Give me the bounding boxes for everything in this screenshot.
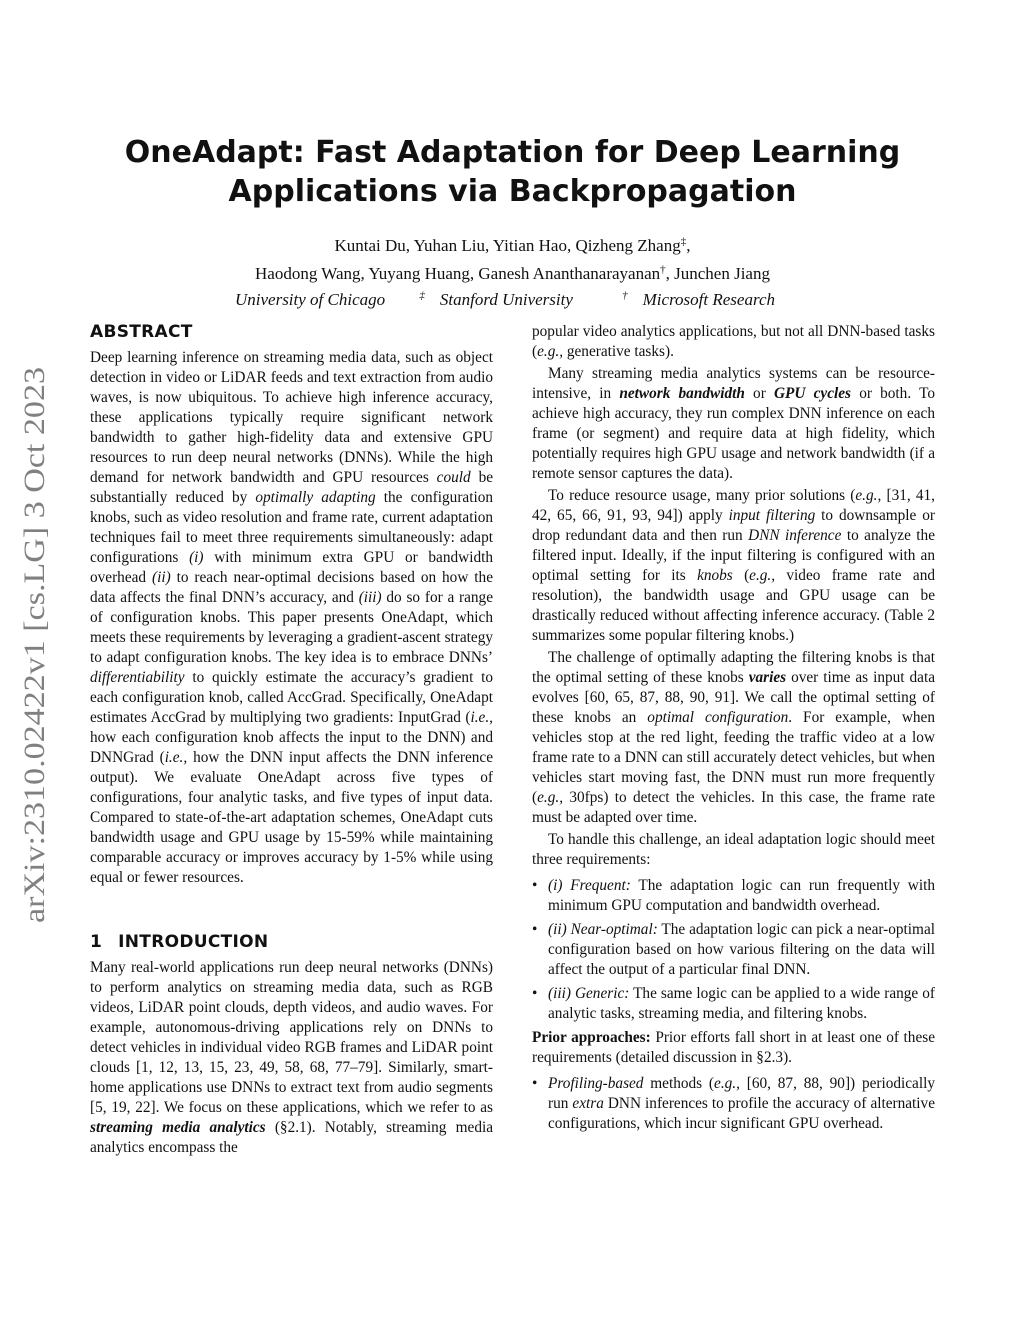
bullet-icon: •: [532, 1075, 538, 1092]
abstract-italic: could: [436, 469, 471, 486]
requirement-generic: [532, 984, 935, 1024]
intro-paragraph-3: [532, 486, 935, 646]
abstract-italic: optimally adapting: [255, 489, 376, 506]
intro-emphasis: streaming media analytics: [90, 1119, 266, 1136]
abstract-italic: (i): [189, 549, 204, 566]
abstract-part: how the DNN input affects the DNN inference output). We evaluate OneAdapt across five types of configurations, four analytic tasks, and five types of input data. Compared to state-of-the-art adaptation schemes, OneAdapt cuts bandwidth usage and GPU usage by 15-59% while maintaining comparable accuracy or improves accuracy by 1-5% while using equal or fewer resources.: [90, 749, 493, 886]
profiling-based-item: [532, 1074, 935, 1134]
requirement-label: (ii) Near-optimal:: [548, 921, 658, 938]
method-italic: extra: [572, 1095, 604, 1112]
right-column: [532, 322, 935, 1138]
arxiv-stamp: [4, 365, 64, 925]
abstract-part: how each configuration knob affects the input to the DNN) and DNNGrad (: [90, 729, 493, 766]
author-mark-stanford: ‡: [680, 235, 687, 248]
abstract-text: [90, 348, 493, 888]
intro-text: Many real-world applications run deep neural networks (DNNs) to perform analytics on streaming media data, such as RGB videos, LiDAR point clouds, depth videos, and audio waves. For example, autonomous-driving applications rely on DNNs to detect vehicles in individual video RGB frames and LiDAR point clouds [1, 12, 13, 15, 23, 49, 58, 68, 77–79]. Similarly, smart-home applications use DNNs to extract text from audio segments [5, 19, 22]. We focus on these applications, which we refer to as: [90, 959, 493, 1116]
intro-paragraph-5: To handle this challenge, an ideal adaptation logic should meet three requirements:: [532, 831, 935, 868]
bullet-icon: •: [532, 985, 538, 1002]
requirement-label: (i) Frequent:: [548, 877, 631, 894]
intro-text: generative tasks).: [563, 343, 674, 360]
intro-emphasis: varies: [748, 669, 787, 686]
intro-text: 30fps) to detect the vehicles. In this case, the frame rate must be adapted over time.: [532, 789, 935, 826]
intro-italic: knobs: [697, 567, 733, 584]
method-italic: e.g.,: [714, 1075, 740, 1092]
intro-text: (§2.1). Notably, streaming media analytics encompass the: [90, 1119, 494, 1156]
affiliation-mark-stanford: ‡: [419, 289, 425, 302]
author-list: [90, 232, 935, 288]
intro-italic: e.g.,: [749, 567, 776, 584]
intro-text: popular video analytics applications, but not all DNN-based tasks (: [532, 323, 935, 360]
intro-paragraph-1: [90, 958, 493, 1158]
intro-text: (: [732, 567, 750, 584]
author-line-2-end: , Junchen Jiang: [665, 264, 770, 283]
method-text: [60, 87, 88, 90]) periodically run: [548, 1075, 935, 1112]
method-text: methods (: [643, 1075, 715, 1092]
author-line-1: [90, 232, 935, 260]
affiliation-mark-microsoft: †: [622, 289, 628, 302]
affiliation-chicago: University of Chicago: [234, 290, 386, 309]
intro-text: over time as input data evolves [60, 65, 87, 88, 90, 91]. We call the optimal setting of these knobs an: [532, 669, 935, 726]
arxiv-stamp-svg: [4, 365, 64, 925]
intro-italic: e.g.,: [537, 789, 564, 806]
author-line-2: [90, 260, 935, 288]
affiliations: [90, 290, 935, 310]
intro-text: . For example, when vehicles stop at the red light, feeding the traffic video at a low frame rate to a DNN can still accurately detect vehicles, but when vehicles start moving fast, the DNN must run more frequently (: [532, 709, 935, 806]
abstract-italic: differentiability: [90, 669, 185, 686]
paper-title: [90, 133, 935, 211]
affiliation-microsoft: [622, 290, 790, 309]
abstract-part: Deep learning inference on streaming media data, such as object detection in video or LiDAR feeds and text extraction from audio waves, is now ubiquitous. To achieve high inference accuracy, these applications typically require significant network bandwidth to gather high-fidelity data and extensive GPU resources to run deep neural networks (DNNs). While the high demand for network bandwidth and GPU resources: [90, 349, 493, 486]
method-text: DNN inferences to profile the accuracy of alternative configurations, which incur significant GPU overhead.: [548, 1095, 935, 1132]
intro-text: to analyze the filtered input. Ideally, if the input filtering is configured with an optimal setting for its: [532, 527, 935, 584]
intro-text: [31, 41, 42, 65, 66, 91, 93, 94]) apply: [532, 487, 935, 524]
arxiv-stamp-text: arXiv:2310.02422v1 [cs.LG] 3 Oct 2023: [18, 433, 51, 923]
intro-section-title: INTRODUCTION: [118, 932, 269, 952]
abstract-part: do so for a range of configuration knobs. This paper presents OneAdapt, which meets these requirements by leveraging a gradient-ascent strategy to adapt configuration knobs. The key idea is to embrace DNNs’: [90, 589, 493, 666]
intro-emphasis: GPU cycles: [774, 385, 851, 402]
method-label: Profiling-based: [548, 1075, 644, 1092]
intro-text: video frame rate and resolution), the bandwidth usage and GPU usage can be drastically reduced without affecting inference accuracy. (Table 2 summarizes some popular filtering knobs.): [532, 567, 935, 644]
abstract-italic: i.e.,: [164, 749, 188, 766]
abstract-part: to quickly estimate the accuracy’s gradient to each configuration knob, called AccGrad. Specifically, OneAdapt estimates AccGrad by multiplying two gradients: InputGrad (: [90, 669, 493, 726]
requirement-text: The adaptation logic can pick a near-optimal configuration based on how various filtering on the data will affect the output of a particular final DNN.: [548, 921, 935, 978]
intro-text: Many streaming media analytics systems can be resource-intensive, in: [532, 365, 935, 402]
intro-text: or both. To achieve high accuracy, they run complex DNN inference on each frame (or segment) and require data at high fidelity, which potentially requires high GPU usage and network bandwidth (if a remote sensor captures the data).: [532, 385, 935, 482]
title-line-1: OneAdapt: Fast Adaptation for Deep Learning: [124, 135, 901, 170]
prior-approaches-heading: Prior approaches:: [532, 1029, 651, 1046]
intro-text: to downsample or drop redundant data and then run: [532, 507, 935, 544]
requirement-label: (iii) Generic:: [548, 985, 630, 1002]
left-column: [90, 322, 493, 1158]
abstract-part: the configuration knobs, such as video resolution and frame rate, current adaptation techniques fail to meet three requirements simultaneously: adapt configurations: [90, 489, 493, 566]
requirements-list: [532, 876, 935, 1024]
intro-text: or: [744, 385, 774, 402]
affiliation-stanford-name: Stanford University: [439, 290, 573, 309]
prior-approaches-paragraph: [532, 1028, 935, 1068]
affiliation-stanford: [419, 290, 588, 309]
intro-text: To reduce resource usage, many prior solutions (: [548, 487, 856, 504]
intro-paragraph-1-cont: [532, 322, 935, 362]
intro-italic: DNN inference: [748, 527, 842, 544]
intro-text: The challenge of optimally adapting the filtering knobs is that the optimal setting of these knobs: [532, 649, 935, 686]
abstract-italic: (ii): [151, 569, 171, 586]
intro-paragraph-2: [532, 364, 935, 484]
abstract-italic: (iii): [358, 589, 382, 606]
intro-italic: input filtering: [728, 507, 816, 524]
requirement-frequent: [532, 876, 935, 916]
intro-section-number: 1: [90, 932, 103, 952]
prior-approaches-text: Prior efforts fall short in at least one of these requirements (detailed discussion in §2.3).: [532, 1029, 935, 1066]
intro-italic: e.g.,: [537, 343, 564, 360]
intro-italic: optimal configuration: [647, 709, 789, 726]
intro-paragraph-4: [532, 648, 935, 828]
intro-italic: e.g.,: [855, 487, 882, 504]
intro-emphasis: network bandwidth: [619, 385, 745, 402]
author-line-1-end: ,: [686, 236, 691, 255]
author-line-2-names: Haodong Wang, Yuyang Huang, Ganesh Ananthanarayanan: [255, 264, 661, 283]
abstract-part: with minimum extra GPU or bandwidth overhead: [90, 549, 493, 586]
bullet-icon: •: [532, 877, 538, 894]
affiliation-microsoft-name: Microsoft Research: [642, 290, 775, 309]
abstract-part: to reach near-optimal decisions based on how the data affects the final DNN’s accuracy, and: [90, 569, 493, 606]
requirement-text: The adaptation logic can run frequently with minimum GPU computation and bandwidth overhead.: [548, 877, 935, 914]
title-line-2: Applications via Backpropagation: [228, 174, 797, 209]
author-line-1-names: Kuntai Du, Yuhan Liu, Yitian Hao, Qizheng Zhang: [334, 236, 681, 255]
requirement-near-optimal: [532, 920, 935, 980]
abstract-heading: ABSTRACT: [90, 322, 193, 342]
abstract-italic: i.e.,: [470, 709, 493, 726]
author-mark-microsoft: †: [660, 263, 666, 276]
abstract-part: be substantially reduced by: [90, 469, 494, 506]
intro-heading: [90, 932, 493, 952]
bullet-icon: •: [532, 921, 538, 938]
prior-approaches-list: [532, 1074, 935, 1134]
requirement-text: The same logic can be applied to a wide range of analytic tasks, streaming media, and filtering knobs.: [548, 985, 935, 1022]
